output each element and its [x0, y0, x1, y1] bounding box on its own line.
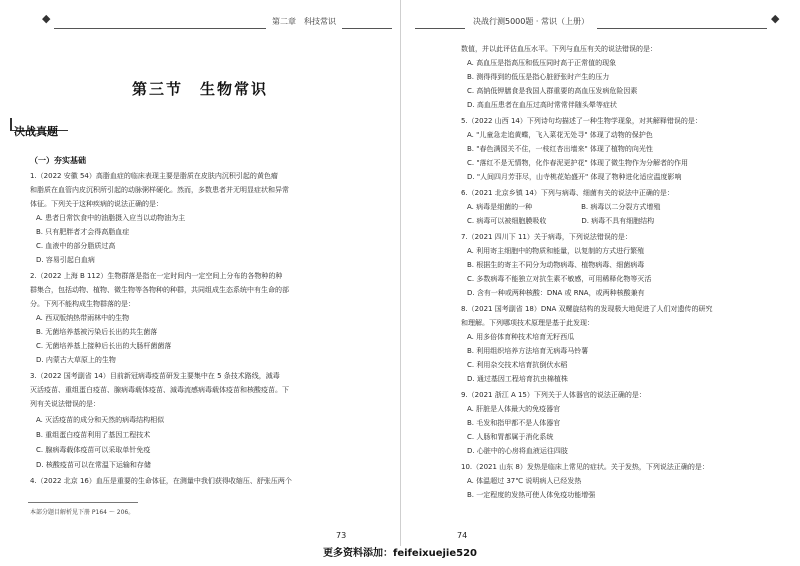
text-line: 分。下列不能构成生物群落的是： — [30, 300, 135, 308]
text-line: 体征。下列关于这种疾病的说法正确的是： — [30, 200, 163, 208]
header-rule — [597, 28, 767, 29]
option-line: C. 腺病毒载体疫苗可以采取单针免疫 — [36, 446, 151, 454]
header-rule — [54, 28, 266, 29]
text-line: 1.（2022 安徽 54）高脂血症的临床表现主要是脂质在皮肤内沉积引起的黄色瘤 — [30, 172, 278, 180]
right-page — [400, 0, 800, 546]
option-line: D. 含有一种或两种核酸：DNA 或 RNA，或两种核酸兼有 — [467, 289, 645, 297]
option-line: D. "人间四月芳菲尽，山寺桃花始盛开" 体现了物种进化适应温度影响 — [467, 173, 682, 181]
option-line: D. 内蒙古大草原上的生物 — [36, 356, 116, 364]
text-line: 灭活疫苗、重组蛋白疫苗、腺病毒载体疫苗、減毒流感病毒载体疫苗和核酸疫苗。下 — [30, 386, 289, 394]
option-line: A. 高血压是指高压和低压同时高于正常值的现象 — [467, 59, 617, 67]
option-line: B. 无菌培养基被污染后长出的共生菌落 — [36, 328, 158, 336]
option-line: C. "落红不是无情物，化作春泥更护花" 体现了微生物作为分解者的作用 — [467, 159, 689, 167]
option-line: A. 利用寄主细胞中的物质和能量，以复制的方式进行繁殖 — [467, 247, 645, 255]
option-line: A. 灭活疫苗的成分和天然的病毒结构相似 — [36, 416, 165, 424]
option-line: D. 容易引起白血病 — [36, 256, 95, 264]
option-line: B. 重组蛋白疫苗利用了基因工程技术 — [36, 431, 151, 439]
option-line: C. 无菌培养基上接种后长出的大肠杆菌菌落 — [36, 342, 172, 350]
page-number-left: 73 — [336, 531, 347, 540]
left-page — [0, 0, 400, 546]
header-rule — [342, 28, 392, 29]
text-line: 列有关说法错误的是： — [30, 400, 100, 408]
header-rule — [415, 28, 465, 29]
option-line: C. 人肠和胃都属于消化系统 — [467, 433, 554, 441]
text-line: 群集合，包括动物、植物、微生物等各物种的种群，共同组成生态系统中有生命的部 — [30, 286, 289, 294]
option-line: A. 病毒是细菌的一种 B. 病毒以二分裂方式增殖 — [467, 203, 661, 211]
text-line: 9.（2021 浙江 A 15）下列关于人体器官的说法正确的是： — [461, 391, 646, 399]
option-line: A. 肝脏是人体最大的免疫器官 — [467, 405, 561, 413]
text-line: 2.（2022 上海 B 112）生物群落是指在一定时间内一定空间上分布的各物种的种 — [30, 272, 283, 280]
text-line: 7.（2021 四川下 11）关于病毒，下列说法错误的是： — [461, 233, 632, 241]
diamond-icon: ◆ — [771, 12, 780, 25]
section-title: 第三节 生物常识 — [131, 80, 268, 98]
text-line: 和理解。下列哪项技术原理是基于此发现： — [461, 319, 594, 327]
option-line: B. 毛发和指甲都不是人体器官 — [467, 419, 561, 427]
option-line: D. 高血压患者在血压过高时常常伴随头晕等症状 — [467, 101, 617, 109]
text-line: 5.（2022 山西 14）下列诗句均描述了一种生物学现象，对其解释错误的是： — [461, 117, 702, 125]
option-line: D. 心脏中的心房将血液运往四肢 — [467, 447, 568, 455]
diamond-icon: ◆ — [42, 12, 51, 25]
footnote-rule — [28, 502, 138, 503]
block-title: 决战真题 — [14, 125, 58, 138]
option-line: C. 多数病毒不能独立对抗生素不敏感，可用稀释化物等灭活 — [467, 275, 652, 283]
footnote: 本部分题目解析见下册 P164 ～ 206。 — [30, 509, 135, 516]
option-line: C. 血液中的部分脂质过高 — [36, 242, 116, 250]
text-line: 6.（2021 北京乡镇 14）下列与病毒、细菌有关的说法中正确的是： — [461, 189, 674, 197]
option-line: D. 通过基因工程培育抗虫棉植株 — [467, 375, 568, 383]
option-line: A. 用多倍体育种技术培育无籽西瓜 — [467, 333, 575, 341]
option-line: B. 只有肥胖者才会得高脂血症 — [36, 228, 130, 236]
text-line: 数值，并以此评估血压水平。下列与血压有关的说法错误的是： — [461, 45, 657, 53]
option-line: B. 测得得到的低压是指心脏舒张时产生的压力 — [467, 73, 610, 81]
option-line: C. 病毒可以被细胞膜吸收 D. 病毒不具有细胞结构 — [467, 217, 655, 225]
sub-heading: （一）夯实基础 — [30, 156, 86, 165]
option-line: D. 核酸疫苗可以在常温下运输和存储 — [36, 461, 151, 469]
text-line: 4.（2022 北京 16）血压是重要的生命体征，在测量中我们获得收缩压、舒张压两个 — [30, 477, 292, 485]
promo-banner: 更多资料添加：feifeixuejie520 — [323, 548, 477, 559]
text-line: 和脂质在血管内皮沉积所引起的动脉粥样硬化。然而，多数患者并无明显症状和异常 — [30, 186, 289, 194]
text-line: 8.（2021 国考副省 18）DNA 双螺旋结构的发现极大地促进了人们对遗传的研究 — [461, 305, 713, 313]
option-line: B. 一定程度的发热可使人体免疫功能增强 — [467, 491, 596, 499]
option-line: A. 体温超过 37℃ 说明病人已经发热 — [467, 477, 582, 485]
page-number-right: 74 — [457, 531, 468, 540]
option-line: C. 利用杂交技术培育抗倒伏水稻 — [467, 361, 568, 369]
option-line: A. "儿童急走追黄蝶，飞入菜花无处寻" 体现了动物的保护色 — [467, 131, 653, 139]
option-line: B. 利用组织培养方法培育无病毒马铃薯 — [467, 347, 589, 355]
running-header-left: 第二章 科技常识 — [272, 17, 336, 26]
option-line: C. 高钠低钾膳食是我国人群重要的高血压发病危险因素 — [467, 87, 638, 95]
text-line: 3.（2022 国考副省 14）目前新冠病毒疫苗研发主要集中在 5 条技术路线，減毒 — [30, 372, 280, 380]
option-line: B. 根据生的寄主不同分为动物病毒、植物病毒、细菌病毒 — [467, 261, 645, 269]
text-line: 10.（2021 山东 8）发热是临床上常见的症状。关于发热，下列说法正确的是： — [461, 463, 709, 471]
running-header-right: 决战行测5000题 · 常识（上册） — [473, 17, 589, 26]
option-line: A. 西双版纳热带雨林中的生物 — [36, 314, 130, 322]
option-line: A. 患者日常饮食中的油脂摄入应当以动物油为主 — [36, 214, 186, 222]
option-line: B. "春色满园关不住，一枝红杏出墙来" 体现了植物的向光性 — [467, 145, 653, 153]
